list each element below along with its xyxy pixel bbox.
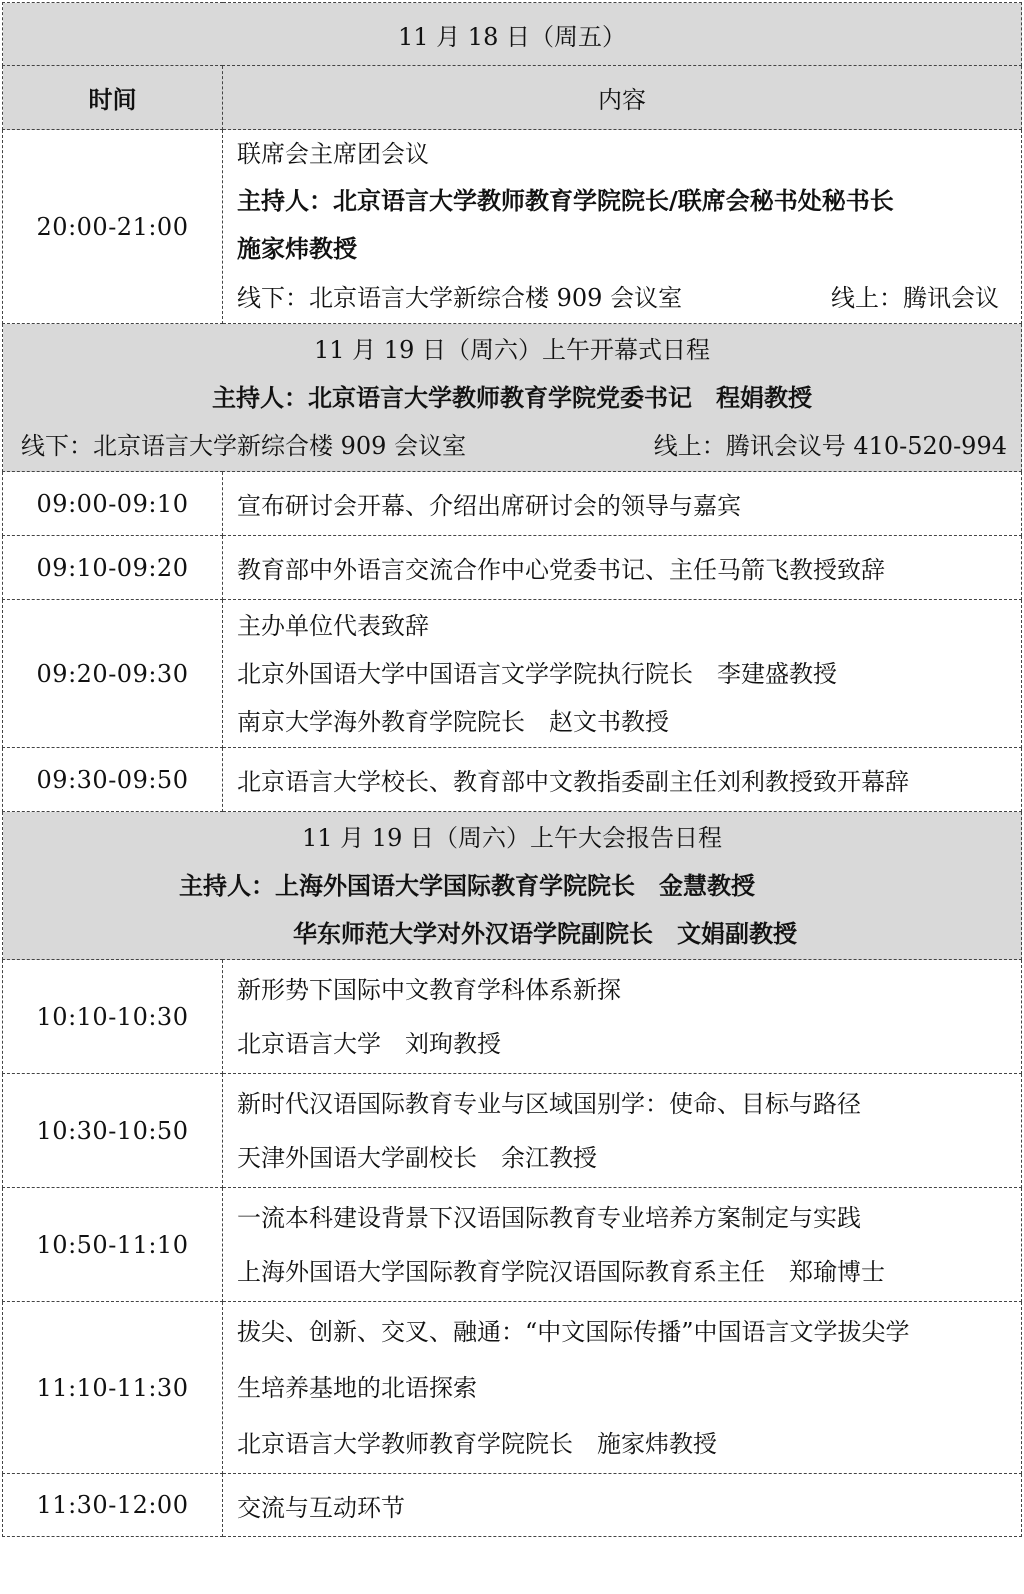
row-line: 北京外国语大学中国语言文学学院执行院长 李建盛教授 bbox=[237, 659, 837, 688]
table-row bbox=[3, 960, 1022, 1074]
row-content bbox=[223, 1474, 1022, 1537]
row-line: 宣布研讨会开幕、介绍出席研讨会的领导与嘉宾 bbox=[237, 492, 741, 520]
plenary-banner bbox=[3, 812, 1022, 960]
row-time: 09:10-09:20 bbox=[3, 536, 223, 600]
row-time: 09:20-09:30 bbox=[3, 600, 223, 748]
row-line: 北京语言大学教师教育学院院长 施家炜教授 bbox=[237, 1429, 717, 1458]
plenary-banner-row bbox=[3, 812, 1022, 960]
table-row bbox=[3, 600, 1022, 748]
table-row bbox=[3, 1188, 1022, 1302]
row-time: 10:50-11:10 bbox=[3, 1188, 223, 1302]
table-row bbox=[3, 536, 1022, 600]
table-row bbox=[3, 1474, 1022, 1537]
plenary-host-1: 主持人：上海外国语大学国际教育学院院长 金慧教授 bbox=[179, 870, 755, 900]
row-time: 20:00-21:00 bbox=[3, 130, 223, 324]
row-time: 09:30-09:50 bbox=[3, 748, 223, 812]
row-content bbox=[223, 600, 1022, 748]
table-row bbox=[3, 748, 1022, 812]
row-line: 教育部中外语言交流合作中心党委书记、主任马箭飞教授致辞 bbox=[237, 556, 885, 584]
row-time: 11:10-11:30 bbox=[3, 1302, 223, 1474]
row-line: 南京大学海外教育学院院长 赵文书教授 bbox=[237, 707, 669, 736]
col-content-header: 内容 bbox=[223, 66, 1022, 130]
row-line: 新时代汉语国际教育专业与区域国别学：使命、目标与路径 bbox=[237, 1089, 861, 1118]
opening-banner-row bbox=[3, 324, 1022, 472]
col-time-header: 时间 bbox=[3, 66, 223, 130]
row-time: 11:30-12:00 bbox=[3, 1474, 223, 1537]
day1-header: 11 月 18 日（周五） bbox=[3, 3, 1022, 66]
schedule-table bbox=[2, 2, 1022, 1537]
plenary-host-2: 华东师范大学对外汉语学院副院长 文娟副教授 bbox=[293, 918, 797, 948]
row-content bbox=[223, 960, 1022, 1074]
row-content bbox=[223, 472, 1022, 536]
row-content bbox=[223, 536, 1022, 600]
row-content bbox=[223, 1074, 1022, 1188]
session-venue bbox=[237, 273, 1013, 323]
row-line: 北京语言大学校长、教育部中文教指委副主任刘利教授致开幕辞 bbox=[237, 768, 909, 796]
opening-banner bbox=[3, 324, 1022, 472]
row-time: 09:00-09:10 bbox=[3, 472, 223, 536]
table-row bbox=[3, 1074, 1022, 1188]
opening-offline-venue: 线下：北京语言大学新综合楼 909 会议室 bbox=[21, 431, 467, 460]
opening-venue bbox=[3, 422, 1021, 470]
online-venue: 线上：腾讯会议 bbox=[831, 283, 999, 312]
row-content bbox=[223, 1188, 1022, 1302]
table-row bbox=[3, 1302, 1022, 1474]
table-row bbox=[3, 130, 1022, 324]
session-host-name: 施家炜教授 bbox=[237, 233, 357, 263]
opening-host: 主持人：北京语言大学教师教育学院党委书记 程娟教授 bbox=[212, 382, 812, 412]
row-content bbox=[223, 130, 1022, 324]
row-line: 新形势下国际中文教育学科体系新探 bbox=[237, 975, 621, 1004]
row-content bbox=[223, 1302, 1022, 1474]
offline-venue: 线下：北京语言大学新综合楼 909 会议室 bbox=[237, 283, 683, 312]
row-line: 拔尖、创新、交叉、融通：“中文国际传播”中国语言文学拔尖学 bbox=[237, 1317, 910, 1346]
opening-title: 11 月 19 日（周六）上午开幕式日程 bbox=[314, 335, 710, 364]
session-title: 联席会主席团会议 bbox=[237, 139, 429, 168]
row-line: 北京语言大学 刘珣教授 bbox=[237, 1029, 501, 1058]
session-host: 主持人：北京语言大学教师教育学院院长/联席会秘书处秘书长 bbox=[237, 185, 894, 215]
row-time: 10:30-10:50 bbox=[3, 1074, 223, 1188]
row-line: 交流与互动环节 bbox=[237, 1493, 405, 1522]
row-time: 10:10-10:30 bbox=[3, 960, 223, 1074]
day1-header-row bbox=[3, 3, 1022, 66]
row-content bbox=[223, 748, 1022, 812]
row-line: 天津外国语大学副校长 余江教授 bbox=[237, 1143, 597, 1172]
row-line: 上海外国语大学国际教育学院汉语国际教育系主任 郑瑜博士 bbox=[237, 1257, 885, 1286]
column-header-row bbox=[3, 66, 1022, 130]
opening-online-venue: 线上：腾讯会议号 410-520-994 bbox=[653, 431, 1007, 460]
row-line: 生培养基地的北语探索 bbox=[237, 1373, 477, 1402]
plenary-title: 11 月 19 日（周六）上午大会报告日程 bbox=[302, 823, 722, 852]
row-line: 一流本科建设背景下汉语国际教育专业培养方案制定与实践 bbox=[237, 1203, 861, 1232]
row-line: 主办单位代表致辞 bbox=[237, 611, 429, 640]
table-row bbox=[3, 472, 1022, 536]
